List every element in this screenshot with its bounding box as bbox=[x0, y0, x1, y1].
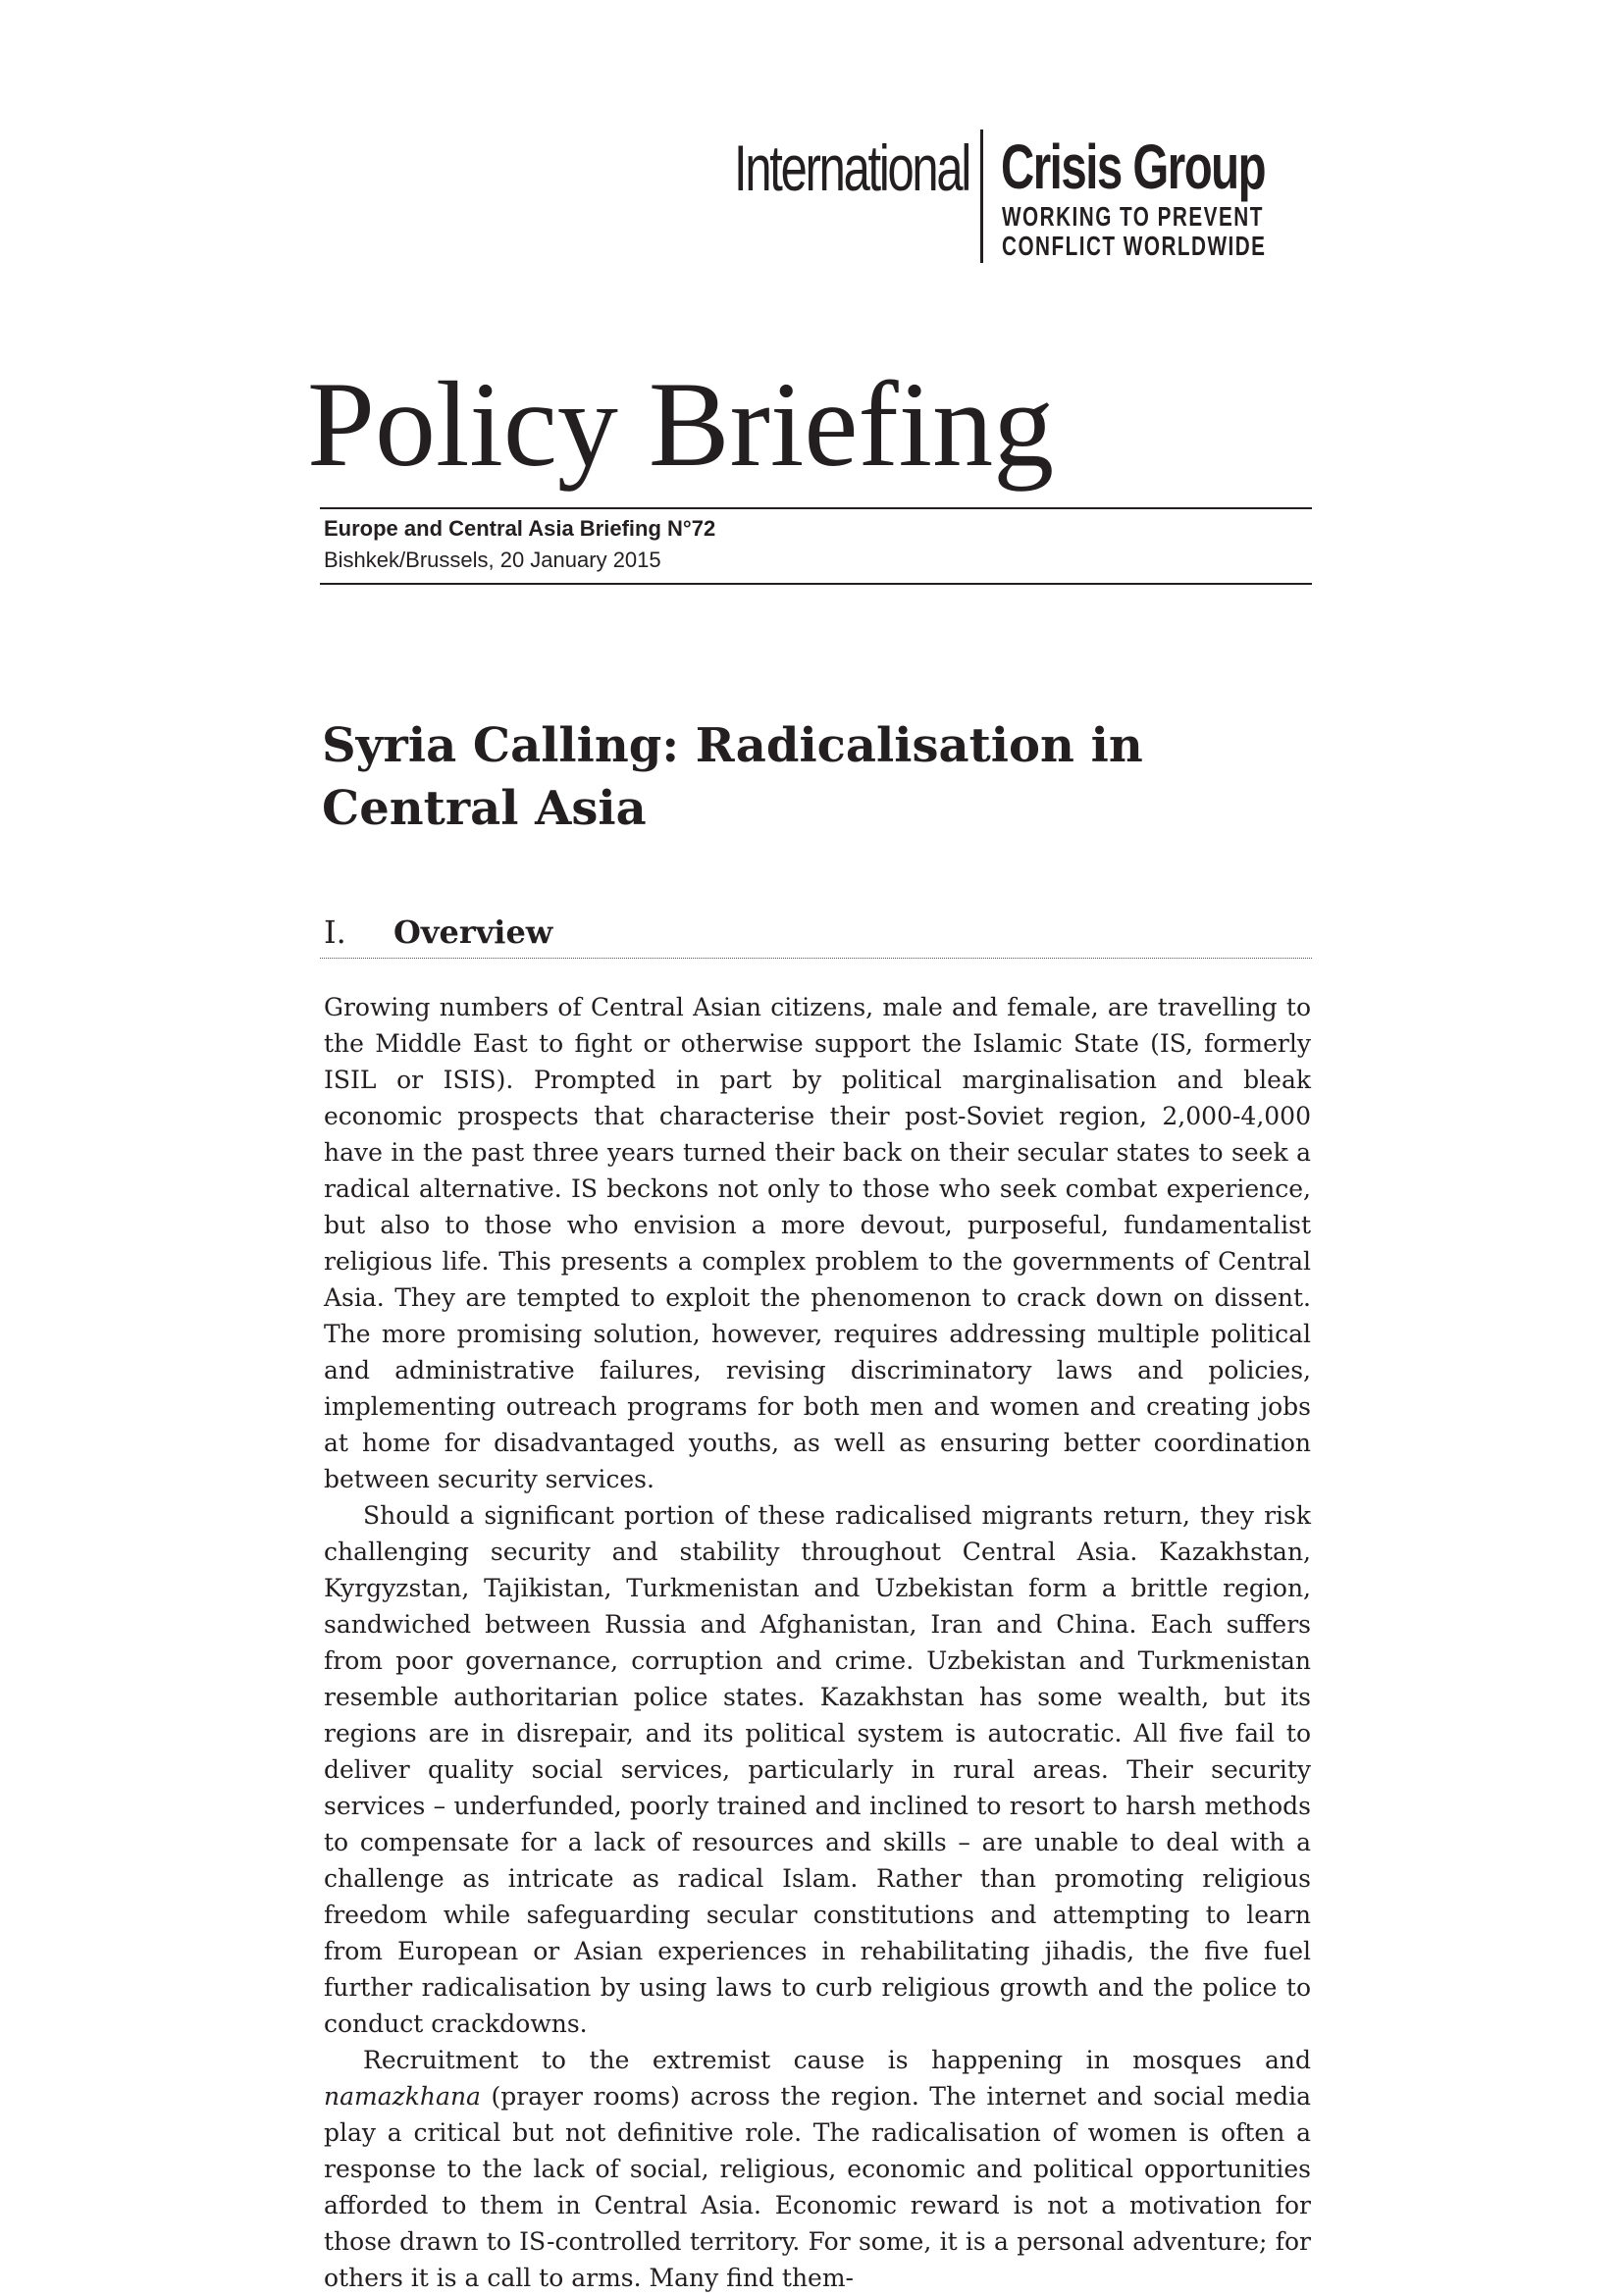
body-text bbox=[324, 989, 1311, 2296]
logo-divider bbox=[980, 130, 983, 263]
paragraph-3-italic-term: namazkhana bbox=[324, 2082, 481, 2111]
logo-tagline-line-1: WORKING TO PREVENT bbox=[1002, 201, 1264, 232]
section-title: Overview bbox=[393, 913, 553, 951]
paragraph-3-start: Recruitment to the extremist cause is happening in mosques and bbox=[363, 2046, 1311, 2074]
document-type-heading: Policy Briefing bbox=[307, 357, 1055, 492]
paragraph-2: Should a significant portion of these radicalised migrants return, they risk challenging security and stability throughout Central Asia. Kazakhstan, Kyrgyzstan, Tajikistan, Turkmenistan and Uzbekistan form a brittle region, sandwiched between Russia and Afghanistan, Iran and China. Each suffers from poor governance, corruption and crime. Uzbekistan and Turkmenistan resemble authoritarian police states. Kazakhstan has some wealth, but its regions are in disrepair, and its political system is autocratic. All five fail to deliver quality social services, particularly in rural areas. Their security services – underfunded, poorly trained and inclined to resort to harsh methods to compensate for a lack of resources and skills – are unable to deal with a challenge as intricate as radical Islam. Rather than promoting religious freedom while safeguarding secular constitutions and attempting to learn from European or Asian experiences in rehabilitating jihadis, the five fuel further radicalisation by using laws to curb religious growth and the police to conduct crackdowns. bbox=[324, 1501, 1311, 2038]
logo-tagline-line-2: CONFLICT WORLDWIDE bbox=[1002, 231, 1267, 261]
section-dotted-rule bbox=[320, 958, 1312, 959]
crisis-group-logo bbox=[734, 126, 1323, 263]
document-title: Syria Calling: Radicalisation in Central Asia bbox=[322, 718, 1143, 836]
section-number: I. bbox=[324, 913, 346, 951]
place-and-date: Bishkek/Brussels, 20 January 2015 bbox=[324, 548, 661, 572]
paragraph-3 bbox=[324, 2042, 1311, 2296]
header-bottom-rule bbox=[320, 583, 1312, 585]
header-top-rule bbox=[320, 507, 1312, 509]
briefing-series: Europe and Central Asia Briefing N°72 bbox=[324, 516, 716, 541]
logo-crisis-group-text: Crisis Group bbox=[1001, 131, 1266, 202]
logo-international-text: International bbox=[734, 131, 969, 204]
paragraph-3-end: (prayer rooms) across the region. The internet and social media play a critical but not definitive role. The radicalisation of women is often a response to the lack of social, religious, economic and political opportunities afforded to them in Central Asia. Economic reward is not a motivation for those drawn to IS-controlled territory. For some, it is a personal adventure; for others it is a call to arms. Many find them- bbox=[324, 2082, 1311, 2292]
paragraph-1: Growing numbers of Central Asian citizens, male and female, are travelling to the Middle East to fight or otherwise support the Islamic State (IS, formerly ISIL or ISIS). Prompted in part by political marginalisation and bleak economic prospects that characterise their post-Soviet region, 2,000-4,000 have in the past three years turned their back on their secular states to seek a radical alternative. IS beckons not only to those who seek combat experience, but also to those who envision a more devout, purposeful, fundamentalist religious life. This presents a complex problem to the governments of Central Asia. They are tempted to exploit the phenomenon to crack down on dissent. The more promising solution, however, requires addressing multiple political and administrative failures, revising discriminatory laws and policies, implementing outreach programs for both men and women and creating jobs at home for disadvantaged youths, as well as ensuring better coordination between security services. bbox=[324, 993, 1311, 1493]
